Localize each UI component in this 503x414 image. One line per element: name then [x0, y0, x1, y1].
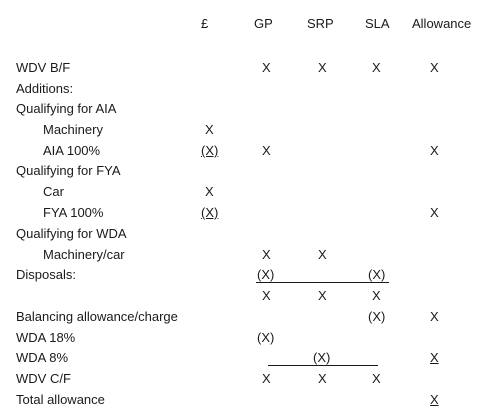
row-label-machinery: Machinery	[43, 122, 103, 137]
row-label-machinery-car: Machinery/car	[43, 247, 125, 262]
row-label-fya-100: FYA 100%	[43, 205, 104, 220]
column-header-srp: SRP	[307, 16, 334, 31]
row-disposals-sla: (X)	[368, 267, 386, 282]
row-wdv-bf-sla: X	[372, 60, 381, 75]
row-label-qualifying-aia: Qualifying for AIA	[16, 101, 117, 116]
row-machinery-car-srp: X	[318, 247, 327, 262]
row-label-wda-8: WDA 8%	[16, 350, 69, 365]
row-wda-8-allowance: X	[430, 350, 439, 365]
row-label-wda-18: WDA 18%	[16, 330, 76, 345]
row-subtotal-gp: X	[262, 288, 271, 303]
row-fya-100-allowance: X	[430, 205, 439, 220]
row-label-wdv-bf: WDV B/F	[16, 60, 71, 75]
row-label-qualifying-wda: Qualifying for WDA	[16, 226, 127, 241]
row-fya-100-gbp: (X)	[201, 205, 219, 220]
row-wda-18-gp: (X)	[257, 330, 275, 345]
row-wdv-cf-srp: X	[318, 371, 327, 386]
row-label-disposals: Disposals:	[16, 267, 76, 282]
row-car-gbp: X	[205, 184, 214, 199]
row-label-wdv-cf: WDV C/F	[16, 371, 71, 386]
row-wdv-cf-gp: X	[262, 371, 271, 386]
row-balancing-allowance: X	[430, 309, 439, 324]
row-total-allowance: X	[430, 392, 439, 407]
row-aia-100-gp: X	[262, 143, 271, 158]
row-aia-100-allowance: X	[430, 143, 439, 158]
row-subtotal-srp: X	[318, 288, 327, 303]
row-wdv-bf-allowance: X	[430, 60, 439, 75]
row-label-qualifying-fya: Qualifying for FYA	[16, 163, 121, 178]
column-header-allowance: Allowance	[412, 16, 472, 31]
column-header-gp: GP	[254, 16, 273, 31]
wda-8-subtotal-rule	[268, 365, 378, 366]
row-wdv-bf-gp: X	[262, 60, 271, 75]
row-wdv-cf-sla: X	[372, 371, 381, 386]
row-aia-100-gbp: (X)	[201, 143, 219, 158]
row-label-additions: Additions:	[16, 81, 74, 96]
row-label-car: Car	[43, 184, 64, 199]
row-wda-8-srp: (X)	[313, 350, 331, 365]
row-subtotal-sla: X	[372, 288, 381, 303]
column-header-sla: SLA	[365, 16, 390, 31]
row-label-aia-100: AIA 100%	[43, 143, 101, 158]
row-wdv-bf-srp: X	[318, 60, 327, 75]
row-disposals-gp: (X)	[257, 267, 275, 282]
column-header-gbp: £	[201, 16, 209, 31]
row-balancing-sla: (X)	[368, 309, 386, 324]
row-label-total-allowance: Total allowance	[16, 392, 105, 407]
row-machinery-car-gp: X	[262, 247, 271, 262]
row-label-balancing: Balancing allowance/charge	[16, 309, 178, 324]
disposals-subtotal-rule	[256, 282, 389, 283]
row-machinery-gbp: X	[205, 122, 214, 137]
